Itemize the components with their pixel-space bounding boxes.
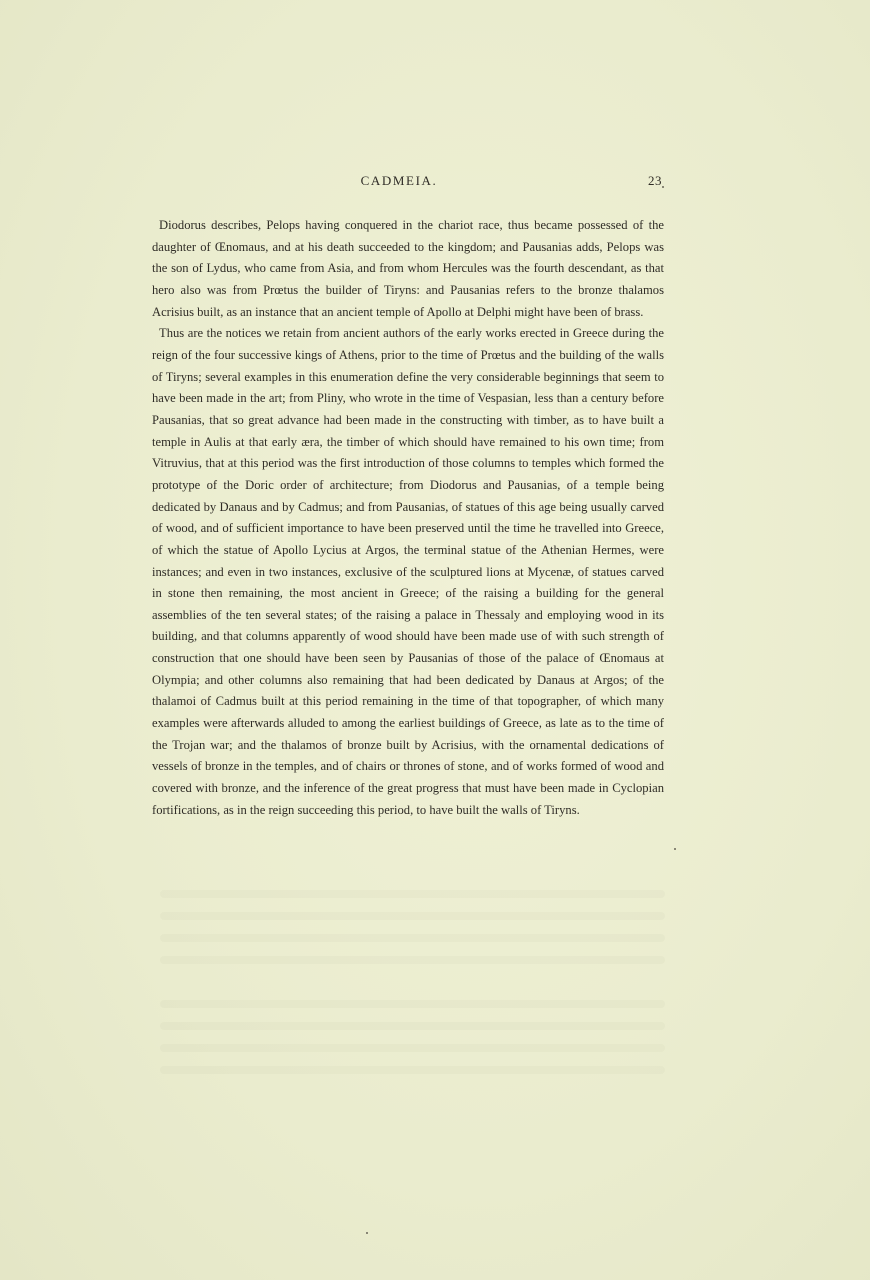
body-text <box>152 215 664 821</box>
ink-speck <box>674 848 676 850</box>
running-head <box>150 173 670 193</box>
running-title: CADMEIA. <box>360 173 438 188</box>
show-through <box>160 1022 665 1030</box>
show-through <box>160 956 665 964</box>
ink-speck <box>662 186 664 188</box>
page-number: 23 <box>648 173 662 188</box>
show-through <box>160 1044 665 1052</box>
ink-speck <box>366 1232 368 1234</box>
show-through <box>160 1000 665 1008</box>
show-through <box>160 890 665 898</box>
show-through <box>160 1066 665 1074</box>
show-through <box>160 934 665 942</box>
paragraph-1: Diodorus describes, Pelops having conquered in the chariot race, thus became possessed of the daughter of Œnomaus, and at his death succeeded to the kingdom; and Pausanias adds, Pelops was the son of Lydus, who came from Asia, and from whom Hercules was the fourth descendant, as that hero also was from Prœtus the builder of Tiryns: and Pausanias refers to the bronze thalamos Acrisius built, as an instance that an ancient temple of Apollo at Delphi might have been of brass. <box>152 218 664 319</box>
paragraph-2: Thus are the notices we retain from ancient authors of the early works erected in Greece during the reign of the four successive kings of Athens, prior to the time of Prœtus and the building of the walls of Tiryns; several examples in this enumeration define the very considerable beginnings that seem to have been made in the art; from Pliny, who wrote in the time of Vespasian, less than a century before Pausanias, that so great advance had been made in the constructing with timber, as to have built a temple in Aulis at that early æra, the timber of which should have remained to his own time; from Vitruvius, that at this period was the first introduction of those columns to temples which formed the prototype of the Doric order of architecture; from Diodorus and Pausanias, of a temple being dedicated by Danaus and by Cadmus; and from Pausanias, of statues of this age being usually carved of wood, and of sufficient importance to have been preserved until the time he travelled into Greece, of which the statue of Apollo Lycius at Argos, the terminal statue of the Athenian Hermes, were instances; and even in two instances, exclusive of the sculptured lions at Mycenæ, of statues carved in stone then remaining, the most ancient in Greece; of the raising a building for the general assemblies of the ten several states; of the raising a palace in Thessaly and employing wood in its building, and that columns apparently of wood should have been made use of with such strength of construction that one should have been seen by Pausanias of those of the palace of Œnomaus at Olympia; and other columns also remaining that had been dedicated by Danaus at Argos; of the thalamoi of Cadmus built at this period remaining in the time of that topographer, of which many examples were afterwards alluded to among the earliest buildings of Greece, as late as to the time of the Trojan war; and the thalamos of bronze built by Acrisius, with the ornamental dedications of vessels of bronze in the temples, and of chairs or thrones of stone, and of works formed of wood and covered with bronze, and the inference of the great progress that must have been made in Cyclopian fortifications, as in the reign succeeding this period, to have built the walls of Tiryns. <box>152 326 664 817</box>
show-through <box>160 912 665 920</box>
